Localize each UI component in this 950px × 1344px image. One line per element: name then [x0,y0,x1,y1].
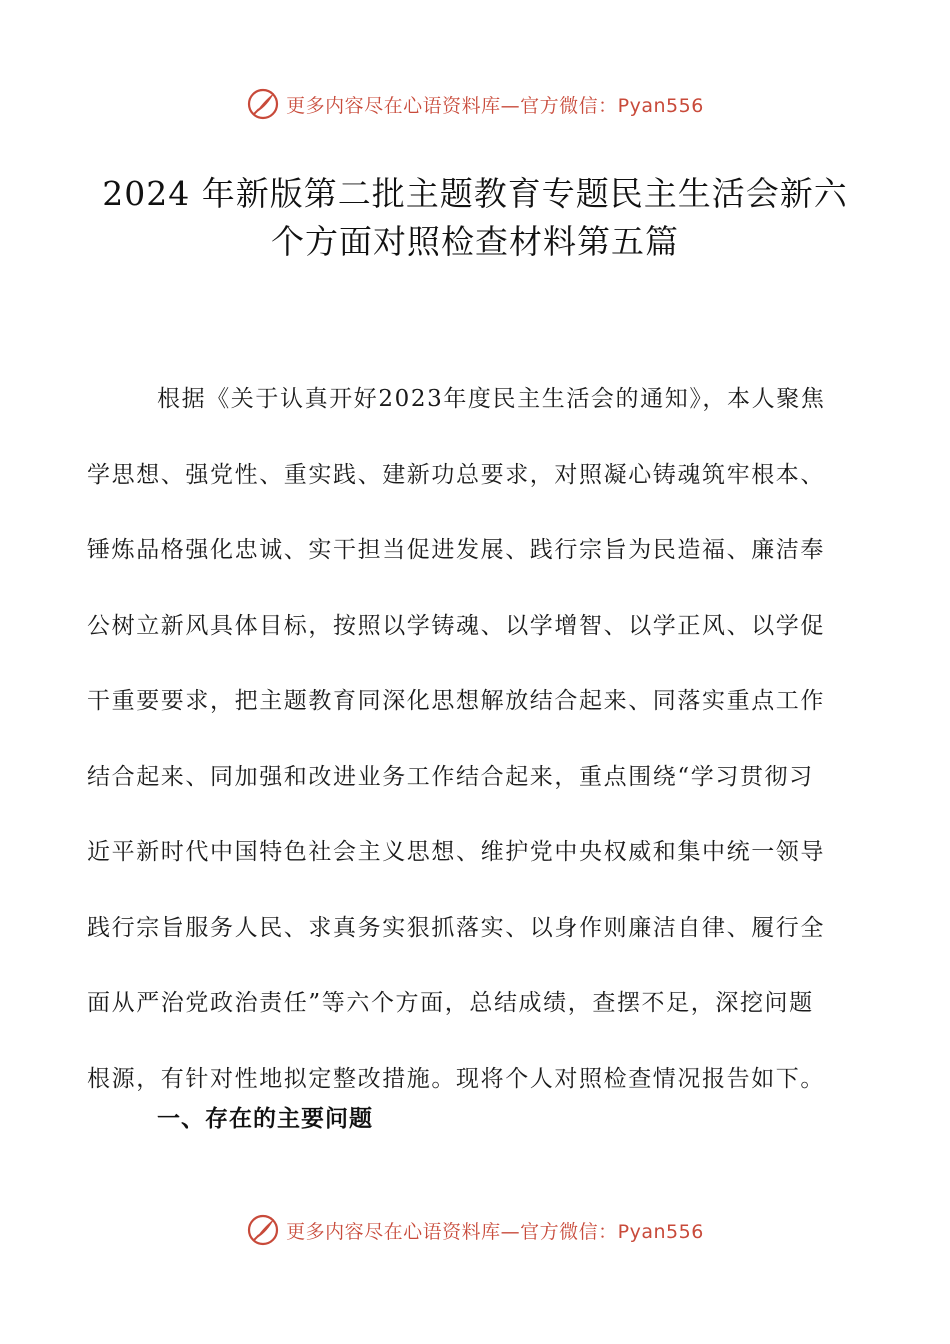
paragraph-line: 面从严治党政治责任”等六个方面，总结成绩，查摆不足，深挖问题 [87,990,814,1016]
paragraph-line: 近平新时代中国特色社会主义思想、维护党中央权威和集中统一领导 [87,839,825,865]
paragraph-line: 结合起来、同加强和改进业务工作结合起来，重点围绕“学习贯彻习 [87,763,814,790]
body-paragraph [87,362,867,1117]
section-heading: 一、存在的主要问题 [157,1106,373,1132]
quill-pen-logo-icon [246,1213,280,1247]
watermark-text-bottom: 更多内容尽在心语资料库—官方微信：Pyan556 [286,1220,704,1243]
paragraph-line: 根源，有针对性地拟定整改措施。现将个人对照检查情况报告如下。 [87,1065,825,1092]
title-line-2: 个方面对照检查材料第五篇 [271,222,679,261]
paragraph-line: 干重要要求，把主题教育同深化思想解放结合起来、同落实重点工作 [87,688,825,714]
paragraph-line: 公树立新风具体目标，按照以学铸魂、以学增智、以学正风、以学促 [87,612,825,639]
quill-pen-logo-icon [246,87,280,121]
title-line-1: 2024 年新版第二批主题教育专题民主生活会新六 [102,174,848,213]
paragraph-line: 锤炼品格强化忠诚、实干担当促进发展、践行宗旨为民造福、廉洁奉 [87,537,825,563]
watermark-banner-bottom [0,1210,950,1250]
paragraph-line: 根据《关于认真开好2023年度民主生活会的通知》，本人聚焦 [157,386,826,412]
watermark-banner-top [0,84,950,124]
document-title [60,170,890,266]
paragraph-line: 学思想、强党性、重实践、建新功总要求，对照凝心铸魂筑牢根本、 [87,461,825,488]
watermark-text-top: 更多内容尽在心语资料库—官方微信：Pyan556 [286,94,704,117]
paragraph-line: 践行宗旨服务人民、求真务实狠抓落实、以身作则廉洁自律、履行全 [87,914,825,941]
